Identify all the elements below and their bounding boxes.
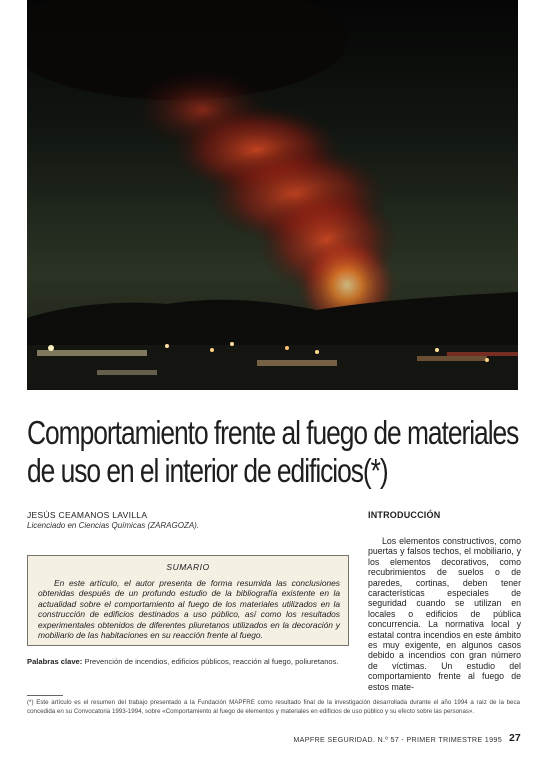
article-title-line-1: Comportamiento frente al fuego de materiales (27, 414, 519, 451)
journal-footer: MAPFRE SEGURIDAD. N.º 57 - PRIMER TRIMESTRE 1995 (293, 735, 502, 744)
author-name: JESÚS CEAMANOS LAVILLA (27, 510, 148, 520)
summary-text: En este artículo, el autor presenta de forma resumida las conclusiones obtenidas después de un profundo estudio de la bibliografía existente en la actualidad sobre el comportamiento al fuego de los materiales utilizados en la construcción de edificios destinados a uso público, así como los resultados experimentales obtenidos de diferentes pliuretanos utilizados en la decoración y mobiliario de las habitaciones en su reacción frente al fuego. (38, 578, 340, 641)
author-affiliation: Licenciado en Ciencias Químicas (ZARAGOZA). (27, 521, 200, 530)
summary-box (27, 555, 349, 646)
keywords-text: Prevención de incendios, edificios públicos, reacción al fuego, poliuretanos. (84, 657, 339, 666)
footnote-divider (27, 695, 63, 696)
fire-scene-illustration (27, 0, 518, 390)
summary-heading: SUMARIO (166, 562, 210, 572)
night-fire-photo (27, 0, 518, 390)
footnote: (*) Este artículo es el resumen del trabajo presentado a la Fundación MAPFRE como resultado final de la investigación desarrollada durante el año 1994 a raíz de la beca concedida en su Convocatoria 1993-1994, sobre «Comportamiento al fuego de elementos y materiales en edificios de uso público y su efecto sobre las personas». (27, 699, 520, 715)
keywords-line (27, 657, 357, 666)
intro-paragraph: Los elementos constructivos, como puertas y falsos techos, el mobiliario, y los elementos decorativos, como recubrimientos de suelos o de paredes, cortinas, deben tener características especiales de seguridad cuando se utilizan en locales o edificios de pública concurrencia. La normativa local y estatal contra incendios en este ámbito es muy exigente, en algunos casos debido a incendios con gran número de víctimas. Un estudio del comportamiento frente al fuego de estos mate- (368, 536, 521, 692)
article-title (27, 414, 519, 490)
page-number: 27 (509, 732, 521, 744)
article-title-line-2: de uso en el interior de edificios(*) (27, 452, 388, 489)
intro-heading: INTRODUCCIÓN (368, 510, 441, 520)
keywords-label: Palabras clave: (27, 657, 83, 666)
